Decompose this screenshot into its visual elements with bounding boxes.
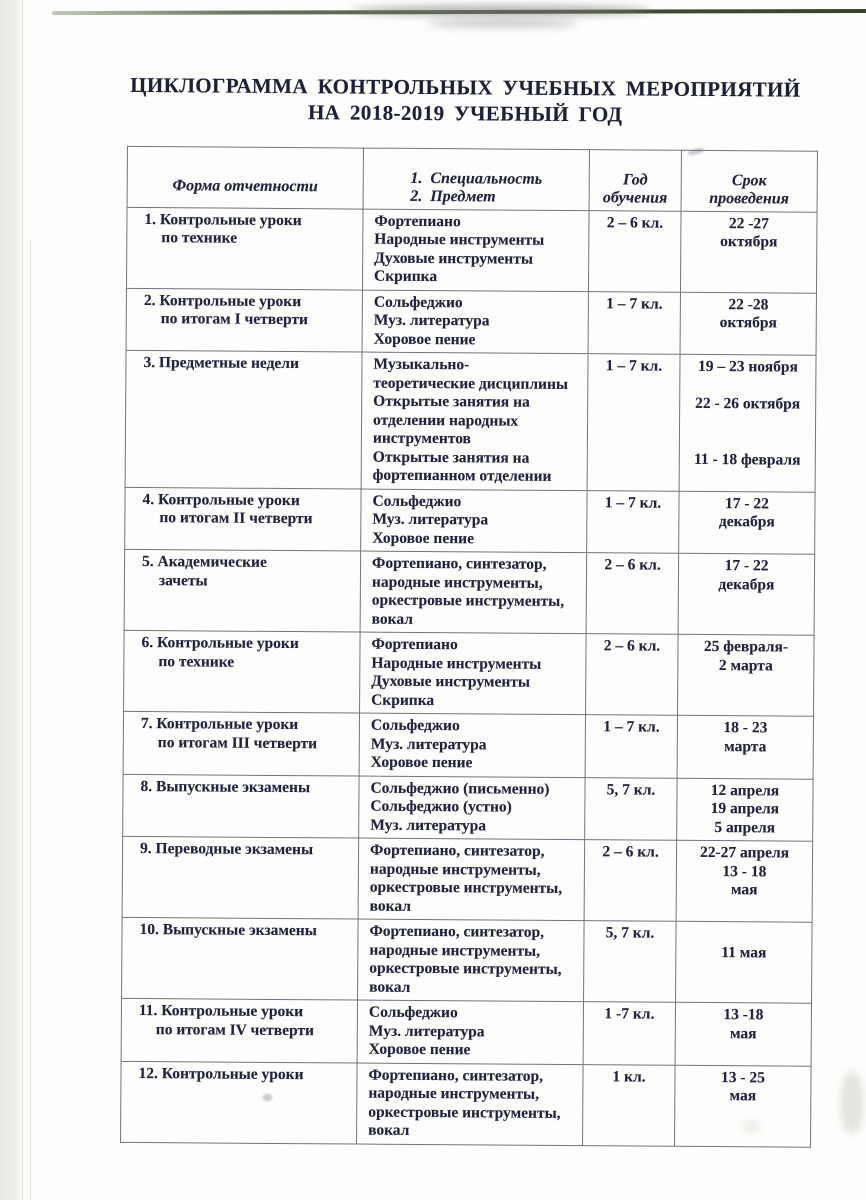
table-header-row <box>127 146 817 211</box>
header-cell-term <box>681 150 817 211</box>
subject-cell: Фортепиано Народные инструменты Духовые инструменты Скрипка <box>360 632 587 715</box>
scan-smudge-top-2 <box>428 19 578 28</box>
table-row <box>124 549 815 635</box>
year-cell: 2 – 6 кл. <box>584 840 677 922</box>
scanner-edge-left <box>0 0 23 1200</box>
subject-cell: Музыкально- теоретические дисциплины Открытые занятия на отделении народных инструментов Открытые занятия на фортепианном отделении <box>361 352 588 490</box>
scan-smudge-right <box>840 1072 864 1134</box>
table-row <box>126 207 817 293</box>
subject-cell: Сольфеджио (письменно) Сольфеджио (устно) Муз. литература <box>359 776 585 840</box>
form-cell: 9. Переводные экзамены <box>122 836 359 919</box>
term-cell: 12 апреля 19 апреля 5 апреля <box>677 778 813 841</box>
term-cell: 17 - 22 декабря <box>679 491 815 554</box>
subject-cell: Фортепиано, синтезатор, народные инструменты, оркестровые инструменты, вокал <box>357 1063 584 1146</box>
year-cell: 2 – 6 кл. <box>586 553 679 635</box>
form-cell: 3. Предметные недели <box>125 350 362 488</box>
term-cell: 13 -18 мая <box>675 1002 811 1065</box>
form-cell: 7. Контрольные уроки по итогам III четверти <box>123 711 359 775</box>
term-cell: 19 – 23 ноября 22 - 26 октября 11 - 18 февраля <box>679 354 816 491</box>
table-row <box>126 288 816 355</box>
form-cell: 4. Контрольные уроки по итогам II четверти <box>125 487 361 551</box>
table-row <box>121 998 811 1065</box>
schedule-table-body <box>121 207 818 1147</box>
table-row <box>125 350 816 491</box>
subject-cell: Сольфеджио Муз. литература Хоровое пение <box>361 489 587 553</box>
term-cell: 17 - 22 декабря <box>678 553 815 635</box>
term-cell: 18 - 23 марта <box>677 715 813 778</box>
subject-cell: Фортепиано, синтезатор, народные инструменты, оркестровые инструменты, вокал <box>360 551 587 634</box>
year-cell: 5, 7 кл. <box>585 777 677 840</box>
table-row <box>125 487 815 554</box>
table-row <box>123 711 813 778</box>
form-cell: 11. Контрольные уроки по итогам IV четверти <box>121 998 357 1062</box>
subject-cell: Фортепиано, синтезатор, народные инструменты, оркестровые инструменты, вокал <box>358 919 585 1002</box>
term-cell: 13 - 25 мая <box>675 1065 812 1147</box>
year-cell: 1 – 7 кл. <box>588 291 680 354</box>
term-cell: 11 мая <box>676 921 813 1003</box>
title-line-1: ЦИКЛОГРАММА КОНТРОЛЬНЫХ УЧЕБНЫХ МЕРОПРИЯТИЙ <box>130 72 801 102</box>
header-cell-form <box>127 146 363 208</box>
subject-cell: Сольфеджио Муз. литература Хоровое пение <box>362 290 588 354</box>
year-cell: 5, 7 кл. <box>584 921 677 1003</box>
form-cell: 1. Контрольные уроки по технике <box>126 207 363 290</box>
year-cell: 1 – 7 кл. <box>585 715 677 778</box>
form-cell: 5. Академические зачеты <box>124 549 361 632</box>
term-cell: 22 -28 октября <box>680 292 816 355</box>
header-cell-subject <box>363 148 589 210</box>
header-form-label: Форма отчетности <box>172 176 318 195</box>
table-row <box>122 836 813 922</box>
year-cell: 1 -7 кл. <box>583 1002 675 1065</box>
table-row <box>123 774 813 841</box>
document-title <box>119 72 811 129</box>
term-cell: 25 февраля- 2 марта <box>678 634 815 716</box>
title-line-2: НА 2018-2019 УЧЕБНЫЙ ГОД <box>307 100 623 127</box>
table-row <box>124 630 815 716</box>
form-cell: 8. Выпускные экзамены <box>123 774 359 838</box>
year-cell: 2 – 6 кл. <box>588 210 681 292</box>
year-cell: 1 кл. <box>583 1064 676 1146</box>
subject-cell: Сольфеджио Муз. литература Хоровое пение <box>359 713 585 777</box>
year-cell: 1 – 7 кл. <box>587 354 680 491</box>
header-cell-year <box>589 150 681 211</box>
subject-cell: Фортепиано Народные инструменты Духовые инструменты Скрипка <box>362 209 589 292</box>
form-cell: 6. Контрольные уроки по технике <box>124 630 361 713</box>
table-row <box>122 917 813 1003</box>
subject-cell: Сольфеджио Муз. литература Хоровое пение <box>357 1000 583 1064</box>
table-row <box>121 1061 812 1147</box>
year-cell: 2 – 6 кл. <box>586 634 679 716</box>
term-cell: 22-27 апреля 13 - 18 мая <box>676 840 813 922</box>
year-cell: 1 – 7 кл. <box>587 490 679 553</box>
form-cell: 10. Выпускные экзамены <box>122 917 359 1000</box>
header-subject-label: 1. Специальность 2. Предмет <box>410 169 543 206</box>
subject-cell: Фортепиано, синтезатор, народные инструменты, оркестровые инструменты, вокал <box>358 838 585 921</box>
header-year-label: Год обучения <box>602 170 668 207</box>
term-cell: 22 -27 октября <box>680 211 817 293</box>
header-term-label: Срок проведения <box>709 171 789 208</box>
form-cell: 12. Контрольные уроки <box>121 1061 358 1144</box>
form-cell: 2. Контрольные уроки по итогам I четверти <box>126 288 362 352</box>
scan-smudge-top <box>352 5 652 16</box>
paper-edge-line <box>30 240 31 1200</box>
schedule-table <box>120 146 818 1147</box>
